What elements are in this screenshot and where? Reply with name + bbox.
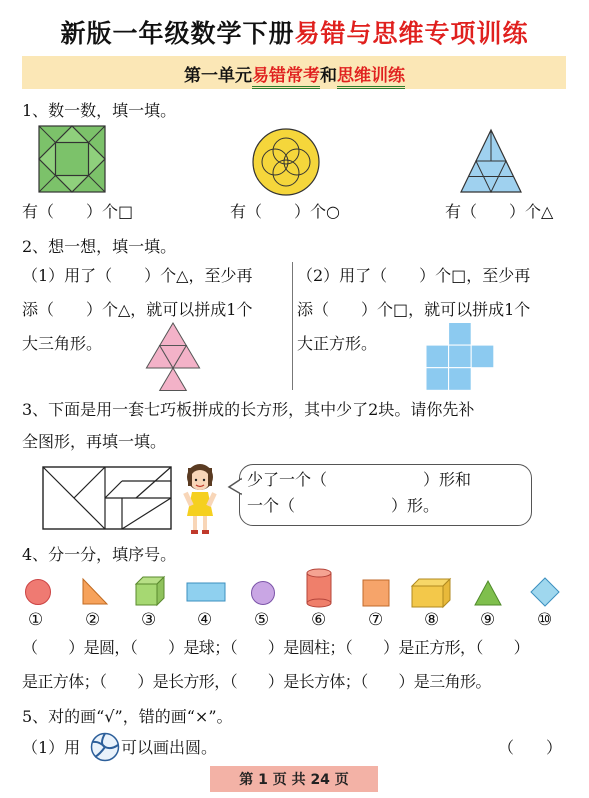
q5-item1-prefix: （1）用	[22, 738, 81, 757]
girl-illustration	[180, 462, 220, 536]
shape-5-sphere	[250, 580, 276, 606]
shape-2-triangle	[81, 578, 109, 606]
shape-number-10: ⑩	[537, 610, 553, 630]
q2-divider	[292, 262, 293, 390]
shape-8-cuboid	[411, 578, 451, 608]
shape-10-diamond	[530, 577, 560, 607]
q5-item1-suffix: 可以画出圆。	[121, 738, 218, 757]
shape-6-cylinder	[305, 568, 333, 608]
q1-triangle-figure	[460, 129, 522, 193]
q5-item1-answer-paren: （ ）	[498, 738, 563, 757]
q2-left-line1: （1）用了（ ）个△，至少再	[22, 266, 253, 285]
page-title	[0, 14, 589, 50]
q2-left-line2: 添（ ）个△，就可以拼成1个	[22, 300, 253, 319]
page-number: 第 1 页 共 24 页	[239, 772, 349, 788]
bubble-line2: 一个（ ）形。	[247, 496, 440, 515]
q2-heading: 2、想一想，填一填。	[22, 237, 177, 256]
q2-left-line3: 大三角形。	[22, 334, 103, 353]
q4-line2: 是正方体；（ ）是长方形，（ ）是长方体；（ ）是三角形。	[22, 672, 491, 691]
title-part1: 新版一年级数学下册	[60, 19, 295, 48]
q1-answer-triangle: 有（ ）个△	[445, 202, 554, 221]
speech-bubble-tail	[229, 478, 243, 496]
shape-7-square	[362, 579, 390, 607]
q3-line2: 全图形，再填一填。	[22, 432, 167, 451]
q1-answer-circle: 有（ ）个○	[230, 202, 340, 221]
unit-part1: 第一单元	[184, 66, 252, 86]
shape-9-triangle	[474, 580, 502, 606]
q2-right-line3: 大正方形。	[297, 334, 378, 353]
q2-pink-triangles	[146, 322, 200, 392]
bubble-line1: 少了一个（ ）形和	[247, 470, 472, 489]
shape-number-9: ⑨	[480, 610, 496, 630]
q2-blue-squares	[426, 322, 494, 392]
shape-4-rectangle	[186, 582, 226, 602]
shape-number-5: ⑤	[254, 610, 270, 630]
volleyball-icon	[90, 732, 120, 762]
shape-number-2: ②	[85, 610, 101, 630]
title-part2: 易错与思维专项训练	[294, 19, 529, 48]
shape-number-7: ⑦	[368, 610, 384, 630]
shape-number-3: ③	[141, 610, 157, 630]
q2-right-line2: 添（ ）个□，就可以拼成1个	[297, 300, 531, 319]
unit-title	[0, 61, 589, 86]
shape-number-6: ⑥	[311, 610, 327, 630]
q1-circle-figure	[251, 127, 321, 197]
shape-number-8: ⑧	[424, 610, 440, 630]
shape-number-4: ④	[197, 610, 213, 630]
unit-part3: 和	[320, 66, 337, 86]
q4-heading: 4、分一分，填序号。	[22, 545, 177, 564]
q4-line1: （ ）是圆，（ ）是球；（ ）是圆柱；（ ）是正方形，（ ）	[22, 638, 530, 657]
q2-right-line1: （2）用了（ ）个□，至少再	[297, 266, 531, 285]
q1-square-figure	[38, 125, 106, 193]
shape-1-circle	[24, 578, 52, 606]
unit-part4: 思维训练	[337, 66, 405, 89]
q3-line1: 3、下面是用一套七巧板拼成的长方形，其中少了2块。请你先补	[22, 400, 475, 419]
q5-heading: 5、对的画“√”，错的画“×”。	[22, 707, 233, 726]
q1-answer-square: 有（ ）个□	[22, 202, 134, 221]
unit-part2: 易错常考	[252, 66, 320, 89]
tangram-rectangle	[42, 466, 172, 530]
shape-number-1: ①	[28, 610, 44, 630]
q1-heading: 1、数一数，填一填。	[22, 101, 177, 120]
shape-3-cube	[135, 576, 165, 606]
